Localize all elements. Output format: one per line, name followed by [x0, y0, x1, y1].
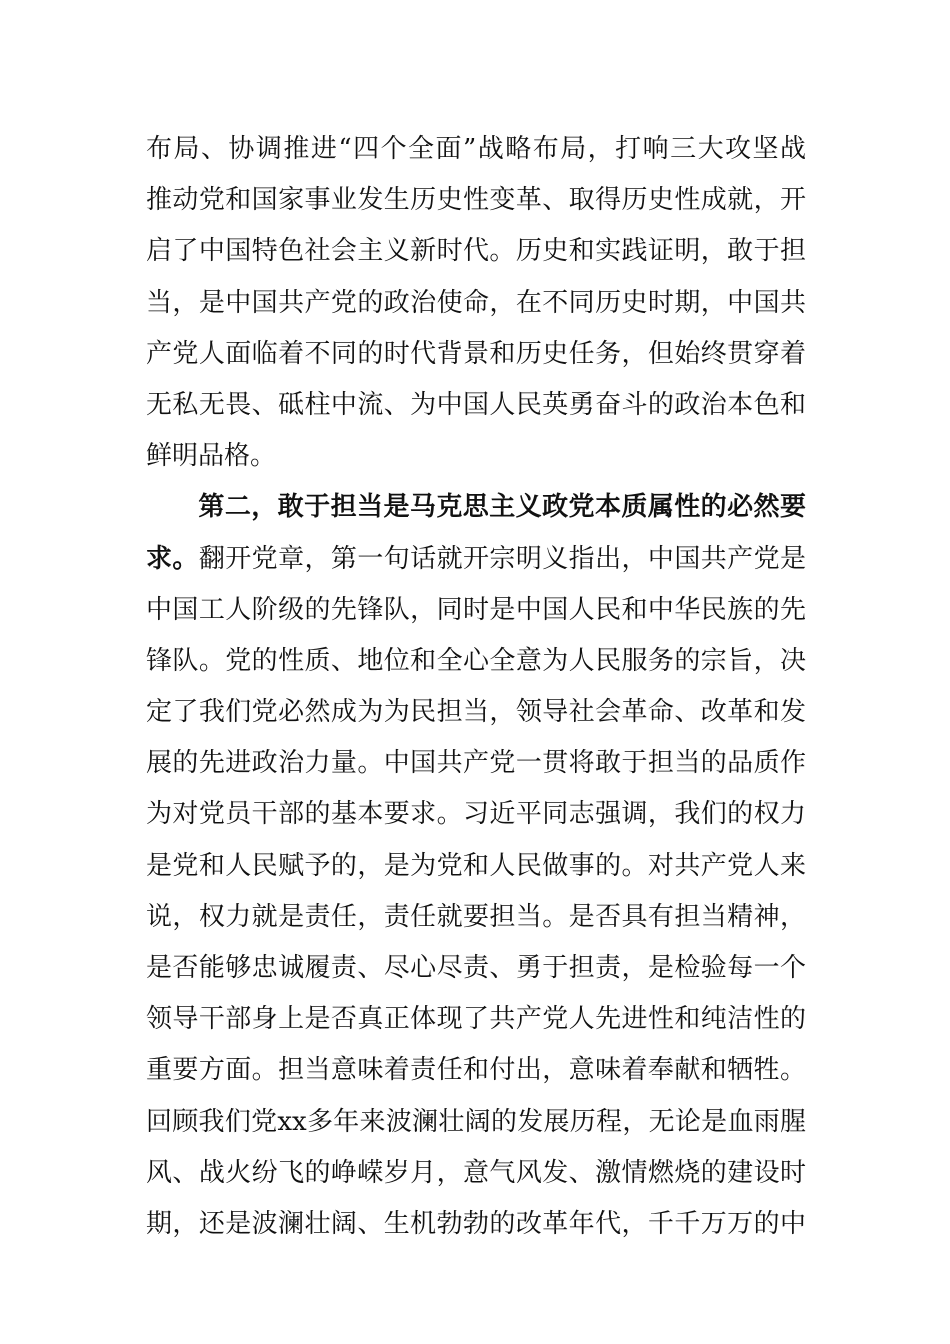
paragraph-line: 无私无畏、砥柱中流、为中国人民英勇奋斗的政治本色和 — [146, 389, 806, 420]
paragraph-line: 展的先进政治力量。中国共产党一贯将敢于担当的品质作 — [146, 748, 806, 779]
paragraph-line: 锋队。党的性质、地位和全心全意为人民服务的宗旨，决 — [146, 645, 806, 676]
paragraph-line: 回顾我们党xx多年来波澜壮阔的发展历程，无论是血雨腥 — [146, 1106, 806, 1137]
paragraph-line: 定了我们党必然成为为民担当，领导社会革命、改革和发 — [146, 697, 806, 728]
section-heading-end: 求。 — [146, 543, 199, 574]
document-body — [146, 124, 806, 1250]
paragraph-heading-line — [146, 482, 806, 533]
paragraph-text: 翻开党章，第一句话就开宗明义指出，中国共产党是 — [198, 543, 806, 574]
section-heading: 第二，敢于担当是马克思主义政党本质属性的必然要 — [198, 492, 806, 523]
paragraph-line: 当，是中国共产党的政治使命，在不同历史时期，中国共 — [146, 287, 806, 318]
paragraph-line: 重要方面。担当意味着责任和付出，意味着奉献和牺牲。 — [146, 1055, 806, 1086]
paragraph-line: 启了中国特色社会主义新时代。历史和实践证明，敢于担 — [146, 236, 806, 267]
paragraph-line: 推动党和国家事业发生历史性变革、取得历史性成就，开 — [146, 185, 806, 216]
paragraph-line: 是党和人民赋予的，是为党和人民做事的。对共产党人来 — [146, 850, 806, 881]
paragraph-line: 鲜明品格。 — [146, 441, 277, 472]
paragraph-line: 领导干部身上是否真正体现了共产党人先进性和纯洁性的 — [146, 1004, 806, 1035]
paragraph-line: 为对党员干部的基本要求。习近平同志强调，我们的权力 — [146, 799, 806, 830]
paragraph-line: 产党人面临着不同的时代背景和历史任务，但始终贯穿着 — [146, 338, 806, 369]
paragraph-line: 期，还是波澜壮阔、生机勃勃的改革年代，千千万万的中 — [146, 1208, 806, 1239]
paragraph-line: 是否能够忠诚履责、尽心尽责、勇于担责，是检验每一个 — [146, 953, 806, 983]
paragraph-line: 风、战火纷飞的峥嵘岁月，意气风发、激情燃烧的建设时 — [146, 1157, 806, 1188]
paragraph-line: 中国工人阶级的先锋队，同时是中国人民和中华民族的先 — [146, 594, 806, 625]
paragraph-line: 说，权力就是责任，责任就要担当。是否具有担当精神， — [146, 901, 806, 932]
paragraph-line — [146, 534, 806, 585]
paragraph-line: 布局、协调推进“四个全面”战略布局，打响三大攻坚战 — [146, 134, 806, 164]
